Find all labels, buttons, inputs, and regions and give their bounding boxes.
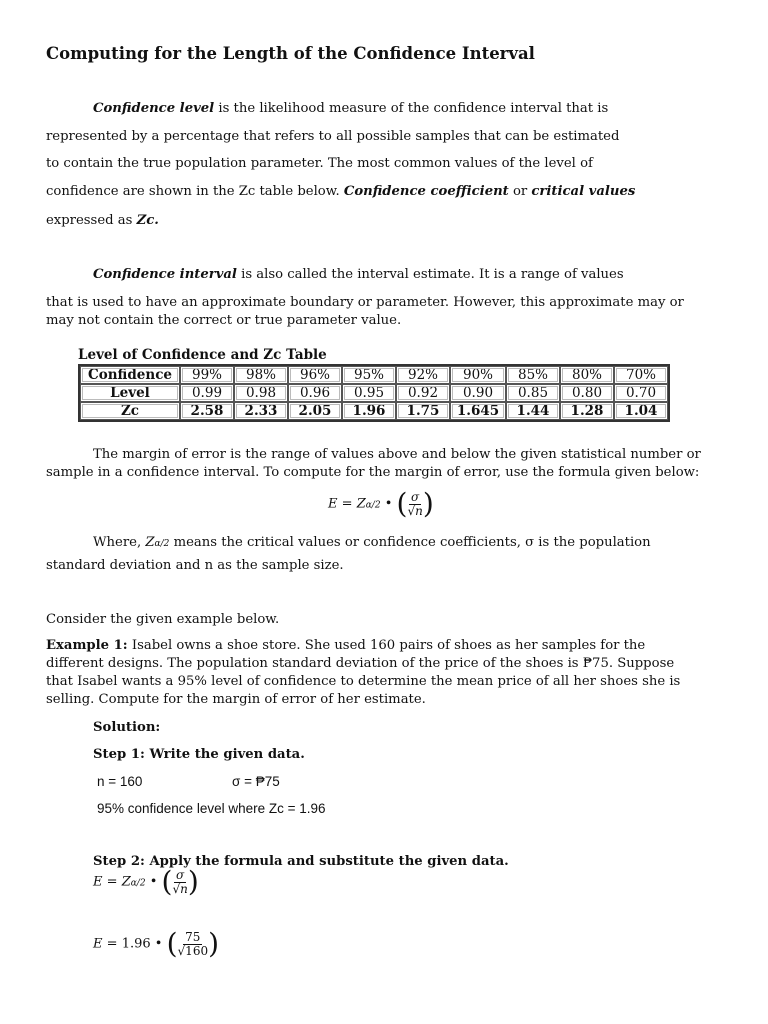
table-cell: 2.58 bbox=[180, 402, 234, 420]
header-confidence: Confidence bbox=[80, 366, 180, 384]
para4-line2: standard deviation and n as the sample size. bbox=[46, 558, 344, 573]
table-cell: 1.44 bbox=[506, 402, 560, 420]
para2-line2: that is used to have an approximate boundary or parameter. However, this approximate may or bbox=[46, 295, 684, 310]
table-cell: 0.92 bbox=[396, 384, 450, 402]
table-cell: 1.75 bbox=[396, 402, 450, 420]
table-cell: 0.70 bbox=[614, 384, 668, 402]
given-confidence-level: 95% confidence level where Zc = 1.96 bbox=[97, 801, 326, 816]
table-cell: 1.28 bbox=[560, 402, 614, 420]
table-cell: 0.98 bbox=[234, 384, 288, 402]
term-confidence-level: Confidence level bbox=[93, 101, 215, 116]
table-cell: 2.05 bbox=[288, 402, 342, 420]
step1-heading: Step 1: Write the given data. bbox=[93, 747, 305, 762]
para4-line1: Where, Zα/2 means the critical values or confidence coefficients, σ is the population bbox=[93, 535, 651, 550]
table-cell: 2.33 bbox=[234, 402, 288, 420]
term-confidence-interval: Confidence interval bbox=[93, 267, 237, 282]
table-cell: 98% bbox=[234, 366, 288, 384]
para1-line5: expressed as Zc. bbox=[46, 213, 159, 228]
table-cell: 99% bbox=[180, 366, 234, 384]
table-cell: 80% bbox=[560, 366, 614, 384]
page-title: Computing for the Length of the Confidence Interval bbox=[46, 44, 535, 63]
margin-of-error-formula: E = Zα/2 • ( $\frac{\sigma}{√n}$ ) bbox=[328, 487, 434, 520]
example-line1: Example 1: Isabel owns a shoe store. She used 160 pairs of shoes as her samples for the bbox=[46, 638, 646, 653]
para1-line3: to contain the true population parameter. The most common values of the level of bbox=[46, 156, 593, 171]
table-cell: 1.04 bbox=[614, 402, 668, 420]
table-caption: Level of Confidence and Zc Table bbox=[78, 347, 327, 363]
para1-line1: Confidence level is the likelihood measure of the confidence interval that is bbox=[93, 101, 609, 116]
table-row bbox=[80, 402, 668, 420]
table-row bbox=[80, 384, 668, 402]
formula-restated: E = Zα/2 • ( $\frac{\sigma}{√n}$ ) bbox=[93, 865, 199, 898]
header-zc: Zc bbox=[80, 402, 180, 420]
formula-substituted: E = 1.96 • ( $\frac{75}{√160}$ ) bbox=[93, 927, 220, 960]
example-line3: that Isabel wants a 95% level of confidence to determine the mean price of all her shoes she is bbox=[46, 674, 681, 689]
zc-symbol: Zc. bbox=[136, 213, 159, 228]
table-row bbox=[80, 366, 668, 384]
step2-heading: Step 2: Apply the formula and substitute the given data. bbox=[93, 854, 509, 869]
table-cell: 0.95 bbox=[342, 384, 396, 402]
table-cell: 90% bbox=[450, 366, 506, 384]
para3-line2: sample in a confidence interval. To compute for the margin of error, use the formula given below: bbox=[46, 465, 700, 480]
table-cell: 1.96 bbox=[342, 402, 396, 420]
table-cell: 1.645 bbox=[450, 402, 506, 420]
table-cell: 0.80 bbox=[560, 384, 614, 402]
given-sigma: σ = ₱75 bbox=[232, 774, 280, 789]
table-cell: 0.90 bbox=[450, 384, 506, 402]
table-cell: 92% bbox=[396, 366, 450, 384]
para2-line1: Confidence interval is also called the interval estimate. It is a range of values bbox=[93, 267, 624, 282]
para1-line2: represented by a percentage that refers to all possible samples that can be estimated bbox=[46, 129, 620, 144]
para2-line3: may not contain the correct or true parameter value. bbox=[46, 313, 402, 328]
table-cell: 0.96 bbox=[288, 384, 342, 402]
table-cell: 0.85 bbox=[506, 384, 560, 402]
header-level: Level bbox=[80, 384, 180, 402]
given-n: n = 160 bbox=[97, 774, 143, 789]
solution-label: Solution: bbox=[93, 720, 161, 735]
table-cell: 95% bbox=[342, 366, 396, 384]
consider-text: Consider the given example below. bbox=[46, 612, 280, 627]
para3-line1: The margin of error is the range of values above and below the given statistical number or bbox=[93, 447, 701, 462]
table-cell: 0.99 bbox=[180, 384, 234, 402]
table-cell: 85% bbox=[506, 366, 560, 384]
example-line2: different designs. The population standard deviation of the price of the shoes is ₱75. Suppose bbox=[46, 656, 675, 671]
table-cell: 96% bbox=[288, 366, 342, 384]
table-cell: 70% bbox=[614, 366, 668, 384]
zc-table bbox=[78, 364, 670, 422]
example-line4: selling. Compute for the margin of error of her estimate. bbox=[46, 692, 426, 707]
para1-line4: confidence are shown in the Zc table below. Confidence coefficient or critical values bbox=[46, 184, 636, 199]
